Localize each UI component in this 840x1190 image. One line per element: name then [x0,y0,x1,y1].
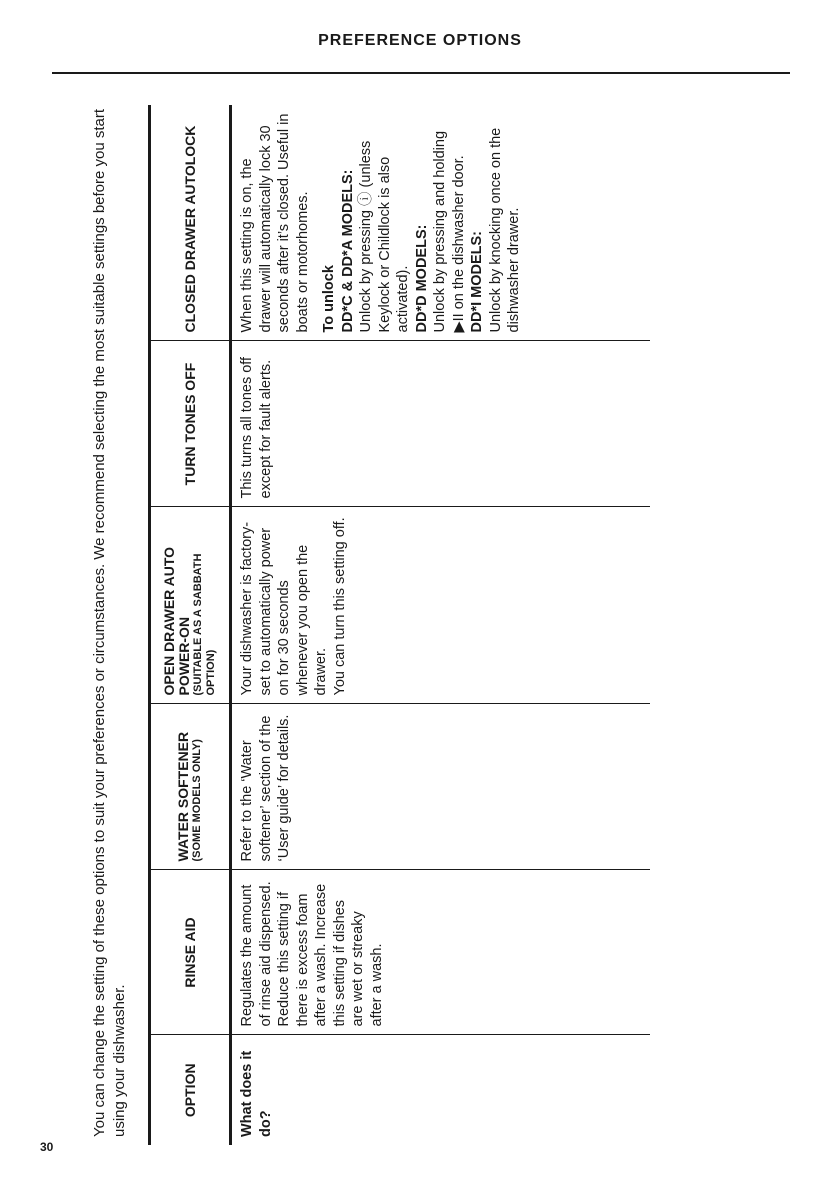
table-row [231,105,651,1145]
header-open-drawer-note: (SUITABLE AS A SABBATH OPTION) [192,553,217,696]
cell-closed-drawer [231,105,651,341]
cell-open-drawer [231,507,651,704]
model-d-title: DD*D MODELS: [413,224,430,333]
to-unlock-title: To unlock [321,265,337,333]
intro-text: You can change the setting of these options to suit your preferences or circumstances. We recommend selecting the most suitable settings before you start using your dishwasher. [91,108,128,1137]
model-c-a-text: Unlock by pressing ⓘ (unless Keylock or Childlock is also activated). [358,140,411,333]
preference-options-table [148,105,650,1145]
model-i-text: Unlock by knocking once on the dishwasher drawer. [487,127,522,333]
header-water-softener-title: WATER SOFTENER [175,731,191,862]
header-turn-tones-off: TURN TONES OFF [150,341,231,507]
header-water-softener-note: (SOME MODELS ONLY) [191,739,203,862]
page-header-title: PREFERENCE OPTIONS [318,32,522,49]
cell-turn-tones-off: This turns all tones off except for fault alerts. [231,341,651,507]
header-open-drawer [150,507,231,704]
table-header-row [150,105,231,1145]
header-rinse-aid: RINSE AID [150,870,231,1035]
header-open-drawer-title: OPEN DRAWER AUTO POWER-ON [161,546,192,696]
page-number: 30 [40,1140,54,1154]
header-rule [52,72,790,74]
cell-water-softener: Refer to the ‘Water softener’ section of the ‘User guide’ for details. [231,704,651,870]
model-d-text: Unlock by pressing and holding ▶II on the dishwasher door. [432,130,467,333]
open-drawer-text-1: Your dishwasher is factory-set to automatically power on for 30 seconds whenever you open the drawer. [239,521,329,696]
header-option: OPTION [150,1035,231,1145]
header-water-softener [150,704,231,870]
row-label: What does it do? [231,1035,651,1145]
header-closed-drawer: CLOSED DRAWER AUTOLOCK [150,105,231,341]
rotated-content [90,105,660,1145]
cell-rinse-aid: Regulates the amount of rinse aid dispensed. Reduce this setting if there is excess foam after a wash. Increase this setting if dishes are wet or streaky after a wash. [231,870,651,1035]
open-drawer-text-2: You can turn this setting off. [331,517,348,696]
closed-drawer-intro: When this setting is on, the drawer will automatically lock 30 seconds after it’s closed. Useful in boats or motorhomes. [239,113,311,333]
model-i-title: DD*I MODELS: [469,231,485,333]
model-c-a-title: DD*C & DD*A MODELS: [339,169,356,333]
